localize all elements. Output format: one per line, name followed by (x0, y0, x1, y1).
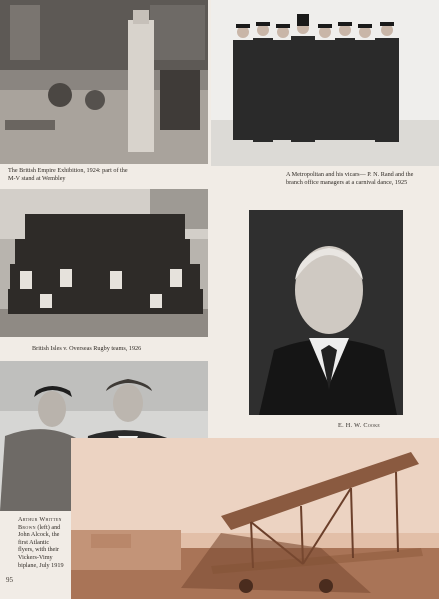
aviator-name: Arthur Whitten Brown (18, 516, 62, 531)
metropolitan-photo (211, 0, 439, 166)
aviators-caption (18, 516, 66, 569)
page-number: 95 (6, 576, 13, 584)
cooke-caption: E. H. W. Cooke (338, 422, 381, 429)
exhibition-photo (0, 0, 208, 164)
aviators-caption-text: (left) and John Alcock, the first Atlantic flyers, with their Vickers-Vimy biplane, July 1919 (18, 523, 64, 569)
exhibition-caption: The British Empire Exhibition, 1924: part of the M-V stand at Wembley (8, 167, 128, 182)
cooke-portrait (249, 210, 403, 415)
rugby-photo (0, 189, 208, 337)
metropolitan-caption: A Metropolitan and his vicars— P. N. Rand and the branch office managers at a carnival dance, 1925 (286, 171, 414, 186)
rugby-caption: British Isles v. Overseas Rugby teams, 1926 (32, 345, 142, 352)
biplane-photo (71, 438, 439, 599)
